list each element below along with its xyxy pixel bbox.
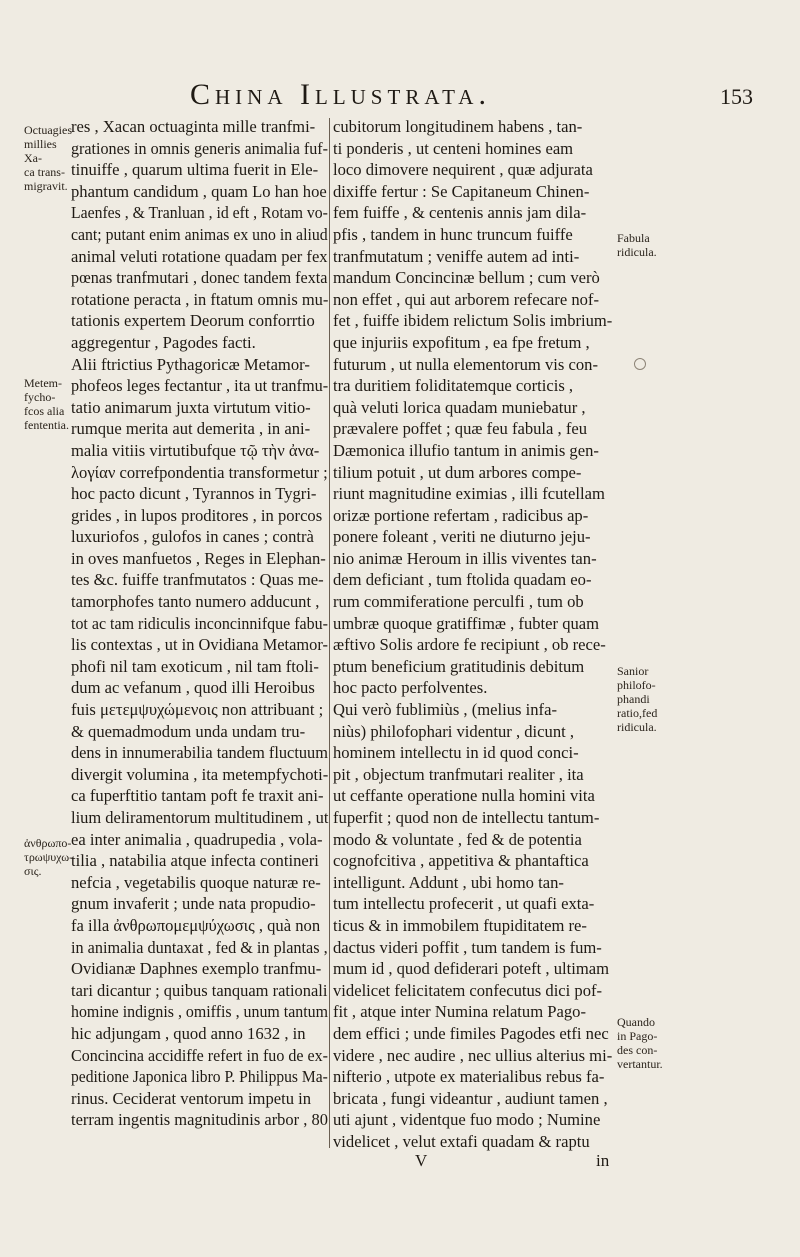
right-column-text <box>333 116 612 1153</box>
left-column-line: dens in innumerabilia tandem fluctuum <box>71 743 328 763</box>
margin-note-sanior <box>617 664 679 734</box>
right-column-line: nifterio , utpote ex materialibus rebus fa- <box>333 1067 605 1087</box>
left-column-line: ea inter animalia , quadrupedia , vola- <box>71 829 323 849</box>
right-column-line: que injuriis expofitum , ea fpe fretum , <box>333 332 590 352</box>
margin-note-line: Metem- <box>24 376 62 390</box>
right-column-line: non effet , qui aut arborem refecare nof- <box>333 289 599 309</box>
right-column-line: ticus & in immobilem ftupiditatem re- <box>333 915 587 935</box>
left-column-line: Alii ftrictius Pythagoricæ Metamor- <box>71 354 310 374</box>
right-column-line: æftivo Solis ardore fe recipiunt , ob rece- <box>333 635 606 655</box>
left-column-line: pœnas tranfmutari , donec tandem fexta <box>71 268 328 288</box>
left-column-line: gnum invaferit ; unde nata propudio- <box>71 894 316 914</box>
margin-note-line: ἀνθρωπο- <box>24 836 72 850</box>
right-column-line: riunt magnitudine eximias , illi fcutellam <box>333 484 605 504</box>
signature-mark: V <box>415 1151 428 1170</box>
right-column-line: fuperfit ; quod non de intellectu tantum- <box>333 808 600 827</box>
right-column-line: fem fuiffe , & centenis annis jam dila- <box>333 203 587 223</box>
margin-note-line: fententia. <box>24 418 69 432</box>
left-column-line: divergit volumina , ita metempfychoti- <box>71 764 329 784</box>
right-column-line: prævalere poffet ; quæ feu fabula , feu <box>333 419 588 439</box>
right-column-line: dixiffe fertur : Se Capitaneum Chinen- <box>333 181 590 201</box>
margin-note-line: millies Xa- <box>24 137 57 165</box>
right-column-line: dem deficiant , tum ftolida quadam eo- <box>333 570 592 590</box>
left-column-line: rinus. Ceciderat ventorum impetu in <box>71 1088 312 1108</box>
left-column-line: tinuiffe , quarum ultima fuerit in Ele- <box>71 160 319 180</box>
catchword: in <box>596 1151 610 1170</box>
right-column-line: ut ceffante operatione nulla homini vita <box>333 786 595 806</box>
left-column-line: lis contextas , ut in Ovidiana Metamor- <box>71 635 328 655</box>
right-column-line: orizæ portione refertam , radicibus ap- <box>333 505 589 525</box>
right-column-line: cognofcitiva , appetitiva & phantaftica <box>333 851 589 871</box>
right-column-line: loco dimovere nequirent , quæ adjurata <box>333 160 593 180</box>
margin-note-line: fycho- <box>24 390 56 404</box>
margin-note-line: ratio,fed <box>617 706 658 720</box>
left-column-line: animal veluti rotatione quadam per fex <box>71 246 328 266</box>
left-column-text <box>71 116 328 1131</box>
right-column-line: ponere foleant , veriti ne diuturno jeju- <box>333 527 591 547</box>
right-column-line: nio animæ Heroum in illis viventes tan- <box>333 548 597 568</box>
right-column-line: futurum , ut nulla elementorum vis con- <box>333 354 598 374</box>
right-column-line: pfis , tandem in hunc truncum fuiffe <box>333 224 573 244</box>
margin-note-line: fcos alia <box>24 404 65 418</box>
left-column-line: cant; putant enim animas ex uno in aliud <box>71 224 328 244</box>
right-column-line: hoc pacto perfolventes. <box>333 678 488 698</box>
left-column-line: hic adjungam , quod anno 1632 , in <box>71 1023 306 1043</box>
margin-note-line: σις. <box>24 864 42 878</box>
margin-note-greek <box>24 836 74 878</box>
left-column-line: tes &c. fuiffe tranfmutatos : Quas me- <box>71 570 324 590</box>
margin-note-line: Fabula <box>617 231 650 245</box>
margin-note-line: vertantur. <box>617 1057 663 1071</box>
left-column-line: Laenfes , & Tranluan , id eft , Rotam vo- <box>71 203 328 223</box>
left-column-line: ca fuperftitio tantam poft fe traxit ani- <box>71 786 324 806</box>
margin-note-line: philofo- <box>617 678 656 692</box>
right-column-line: tranfmutatum ; veniffe autem ad inti- <box>333 246 580 266</box>
left-column-line: & quemadmodum unda undam tru- <box>71 721 306 741</box>
right-column-line: intelligunt. Addunt , ubi homo tan- <box>333 872 564 892</box>
left-column-line: peditione Japonica libro P. Philippus Ma- <box>71 1067 328 1087</box>
right-column-line: Dæmonica illufio tantum in animis gen- <box>333 440 599 460</box>
left-column-line: luxuriofos , gulofos in canes ; contrà <box>71 527 314 547</box>
margin-note-line: Sanior <box>617 664 649 678</box>
right-column-line: dem effici ; unde fimiles Pagodes etfi nec <box>333 1023 609 1043</box>
left-column-line: fa illa ἀνθρωπομεμψύχωσις , quà non <box>71 915 321 935</box>
margin-note-metem <box>24 376 70 432</box>
left-column-line: tari dicantur ; quibus tanquam rationali <box>71 980 328 1000</box>
margin-note-line: migravit. <box>24 179 68 193</box>
left-column-line: aggregentur , Pagodes facti. <box>71 332 256 352</box>
margin-note-line: Octuagies <box>24 123 72 137</box>
margin-note-line: τρωψυχω- <box>24 850 74 864</box>
left-column-line: grationes in omnis generis animalia fuf- <box>71 138 329 158</box>
right-column-line: videlicet , velut extafi quadam & raptu <box>333 1131 590 1151</box>
right-column-line: tra duritiem foliditatemque corticis , <box>333 376 574 396</box>
left-column-line: tot ac tam ridiculis inconcinnifque fabu- <box>71 613 328 633</box>
left-column-line: hoc pacto dicunt , Tyrannos in Tygri- <box>71 484 317 504</box>
right-column-line: quà veluti lorica quadam muniebatur , <box>333 397 586 417</box>
left-column-line: Concincina accidiffe refert in fuo de ex- <box>71 1045 328 1065</box>
page-number: 153 <box>720 84 753 109</box>
left-column-line: Ovidianæ Daphnes exemplo tranfmu- <box>71 959 322 979</box>
left-column-line: rotatione peracta , in ftatum omnis mu- <box>71 289 329 309</box>
right-column-line: modo & voluntate , fed & de potentia <box>333 829 582 849</box>
margin-note-quando <box>617 1015 679 1071</box>
left-column-line: rumque merita aut demerita , in ani- <box>71 419 311 439</box>
right-column-line: ti ponderis , ut centeni homines eam <box>333 138 574 158</box>
left-column-line: in oves manfuetos , Reges in Elephan- <box>71 548 326 568</box>
ink-ring-mark <box>634 358 646 370</box>
right-column-line: umbræ quoque gratiffimæ , fubter quam <box>333 613 600 633</box>
left-column-line: nefcia , vegetabilis quoque naturæ re- <box>71 872 321 892</box>
left-column-line: tilia , natabilia atque infecta contineri <box>71 851 319 871</box>
right-column-line: cubitorum longitudinem habens , tan- <box>333 117 583 136</box>
right-column-line: mum id , quod defiderari poteft , ultimam <box>333 959 610 979</box>
right-column-line: tilium potuit , ut dum arbores compe- <box>333 462 582 482</box>
margin-note-line: in Pago- <box>617 1029 658 1043</box>
right-column-line: videre , nec audire , nec ullius alterius mi- <box>333 1045 613 1065</box>
page-header <box>0 78 800 114</box>
margin-note-line: ridicula. <box>617 245 657 259</box>
right-column-line: Qui verò fublimiùs , (melius infa- <box>333 700 557 720</box>
right-column-line: niùs) philofophari videntur , dicunt , <box>333 721 575 741</box>
right-column-line: videlicet felicitatem confecutus dici pof- <box>333 980 603 1000</box>
right-column-line: tum intellectu profecerit , ut quafi exta- <box>333 894 595 914</box>
left-column-line: malia vitiis virtutibufque τῷ τὴν ἀνα- <box>71 440 320 460</box>
right-column-line: hominem intellectu in id quod conci- <box>333 743 579 763</box>
left-column-line: dum ac vefanum , quod illi Heroibus <box>71 678 315 698</box>
left-column-line: tatio animarum juxta virtutum vitio- <box>71 397 311 417</box>
right-column-line: ptum beneficium gratitudinis debitum <box>333 656 585 676</box>
left-column-line: λογίαν correfpondentia transformetur ; <box>71 462 328 482</box>
margin-note-fabula <box>617 231 679 259</box>
right-column-line: fet , fuiffe ibidem relictum Solis imbrium- <box>333 311 613 331</box>
margin-note-line: ca trans- <box>24 165 65 179</box>
left-column-line: fuis μετεμψυχώμενοις non attribuant ; <box>71 700 324 720</box>
right-column-line: rum commiferatione perculfi , tum ob <box>333 592 584 612</box>
left-column-line: lium deliramentorum multitudinem , ut <box>71 808 329 827</box>
left-column-line: res , Xacan octuaginta mille tranfmi- <box>71 117 316 136</box>
margin-note-line: Quando <box>617 1015 655 1029</box>
right-column-line: uti ajunt , videntque fuo modo ; Numine <box>333 1110 601 1130</box>
right-column-line: dactus videri poffit , tum tandem is fum- <box>333 937 602 957</box>
left-column-line: phofeos leges fectantur , ita ut tranfmu- <box>71 376 329 396</box>
left-column-line: in animalia duntaxat , fed & in plantas , <box>71 937 328 957</box>
left-column-line: phantum candidum , quam Lo han hoe <box>71 181 327 201</box>
right-column-line: fit , atque inter Numina relatum Pago- <box>333 1002 586 1022</box>
right-column-line: pit , objectum tranfmutari realiter , ita <box>333 764 584 784</box>
right-column-line: mandum Concincinæ bellum ; cum verò <box>333 268 600 288</box>
column-divider <box>329 118 330 1148</box>
left-column-line: homine indignis , omiffis , unum tantum <box>71 1002 328 1022</box>
margin-note-line: ridicula. <box>617 720 657 734</box>
left-column-line: phofi nil tam exoticum , nil tam ftoli- <box>71 656 319 676</box>
left-column-line: terram ingentis magnitudinis arbor , 80 <box>71 1110 328 1130</box>
right-column-line: bricata , fungi videantur , audiunt tamen , <box>333 1088 608 1108</box>
left-column-line: grides , in lupos proditores , in porcos <box>71 505 323 525</box>
left-column-line: tamorphofes tanto numero adducunt , <box>71 592 320 612</box>
margin-note-line: phandi <box>617 692 650 706</box>
running-title: China Illustrata. <box>190 78 491 111</box>
margin-note-line: des con- <box>617 1043 658 1057</box>
margin-note-octuagies <box>24 123 70 193</box>
left-column-line: tationis expertem Deorum conforrtio <box>71 311 315 331</box>
